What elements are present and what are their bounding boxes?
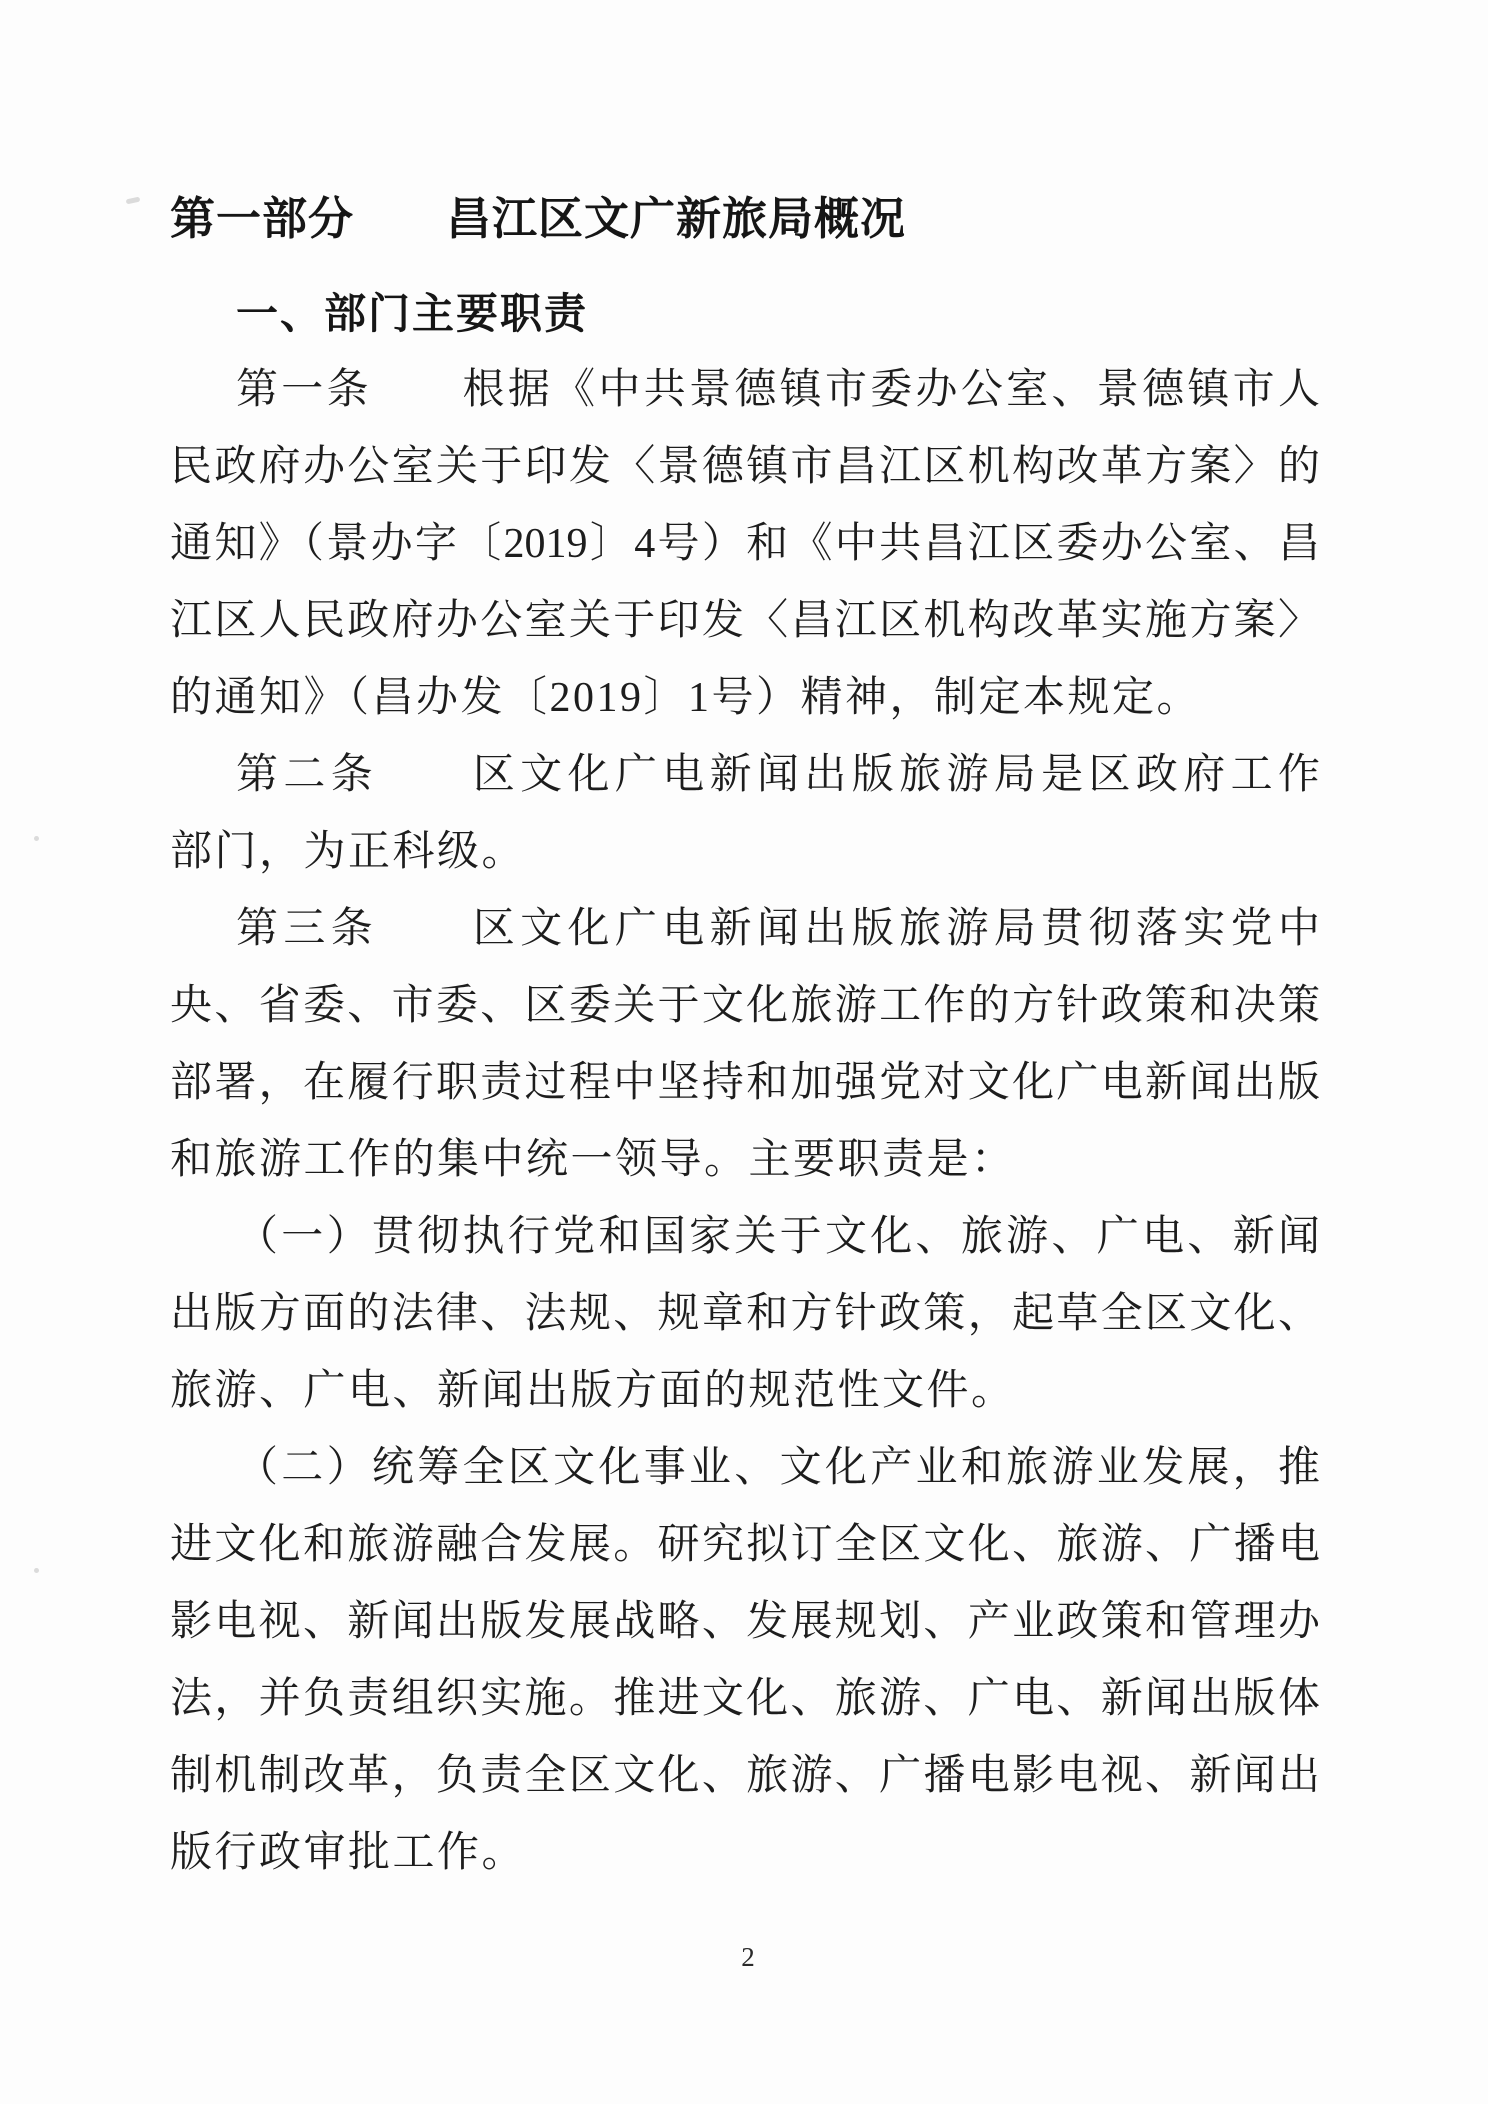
text-line: 制机制改革，负责全区文化、旅游、广播电影电视、新闻出 xyxy=(170,1753,1320,1799)
paragraph xyxy=(170,737,1320,891)
scan-artifact xyxy=(34,1568,39,1573)
text-line: 影电视、新闻出版发展战略、发展规划、产业政策和管理办 xyxy=(170,1599,1320,1645)
text-line: （二）统筹全区文化事业、文化产业和旅游业发展，推 xyxy=(236,1445,1320,1491)
text-line: 部署，在履行职责过程中坚持和加强党对文化广电新闻出版 xyxy=(170,1060,1320,1106)
paragraph xyxy=(170,1430,1320,1892)
section-heading: 一、部门主要职责 xyxy=(236,290,589,337)
text-line: 江区人民政府办公室关于印发〈昌江区机构改革实施方案〉 xyxy=(170,598,1320,644)
text-line: 部门，为正科级。 xyxy=(170,829,527,875)
document-title: 第一部分 昌江区文广新旅局概况 xyxy=(170,193,907,244)
text-line: 和旅游工作的集中统一领导。主要职责是： xyxy=(170,1137,1016,1183)
text-line: 民政府办公室关于印发〈景德镇市昌江区机构改革方案〉的 xyxy=(170,444,1320,490)
text-line: 法，并负责组织实施。推进文化、旅游、广电、新闻出版体 xyxy=(170,1676,1320,1722)
text-line: 的通知》（昌办发〔2019〕1号）精神，制定本规定。 xyxy=(170,675,1202,721)
paragraph xyxy=(170,891,1320,1199)
text-line: 第二条 区文化广电新闻出版旅游局是区政府工作 xyxy=(236,752,1320,798)
text-line: 第三条 区文化广电新闻出版旅游局贯彻落实党中 xyxy=(236,906,1320,952)
text-line: （一）贯彻执行党和国家关于文化、旅游、广电、新闻 xyxy=(236,1214,1320,1260)
paragraph xyxy=(170,1199,1320,1430)
document-content xyxy=(170,180,1320,1892)
text-line: 版行政审批工作。 xyxy=(170,1830,527,1876)
page-number: 2 xyxy=(741,1942,755,1972)
text-line: 通知》（景办字〔2019〕4号）和《中共昌江区委办公室、昌 xyxy=(170,521,1320,567)
text-line: 进文化和旅游融合发展。研究拟订全区文化、旅游、广播电 xyxy=(170,1522,1320,1568)
text-line: 旅游、广电、新闻出版方面的规范性文件。 xyxy=(170,1368,1016,1414)
scan-artifact xyxy=(34,836,39,841)
document-body xyxy=(170,352,1320,1892)
paragraph xyxy=(170,352,1320,737)
text-line: 出版方面的法律、法规、规章和方针政策，起草全区文化、 xyxy=(170,1291,1320,1337)
text-line: 央、省委、市委、区委关于文化旅游工作的方针政策和决策 xyxy=(170,983,1320,1029)
scan-artifact xyxy=(126,197,141,205)
text-line: 第一条 根据《中共景德镇市委办公室、景德镇市人 xyxy=(236,367,1320,413)
